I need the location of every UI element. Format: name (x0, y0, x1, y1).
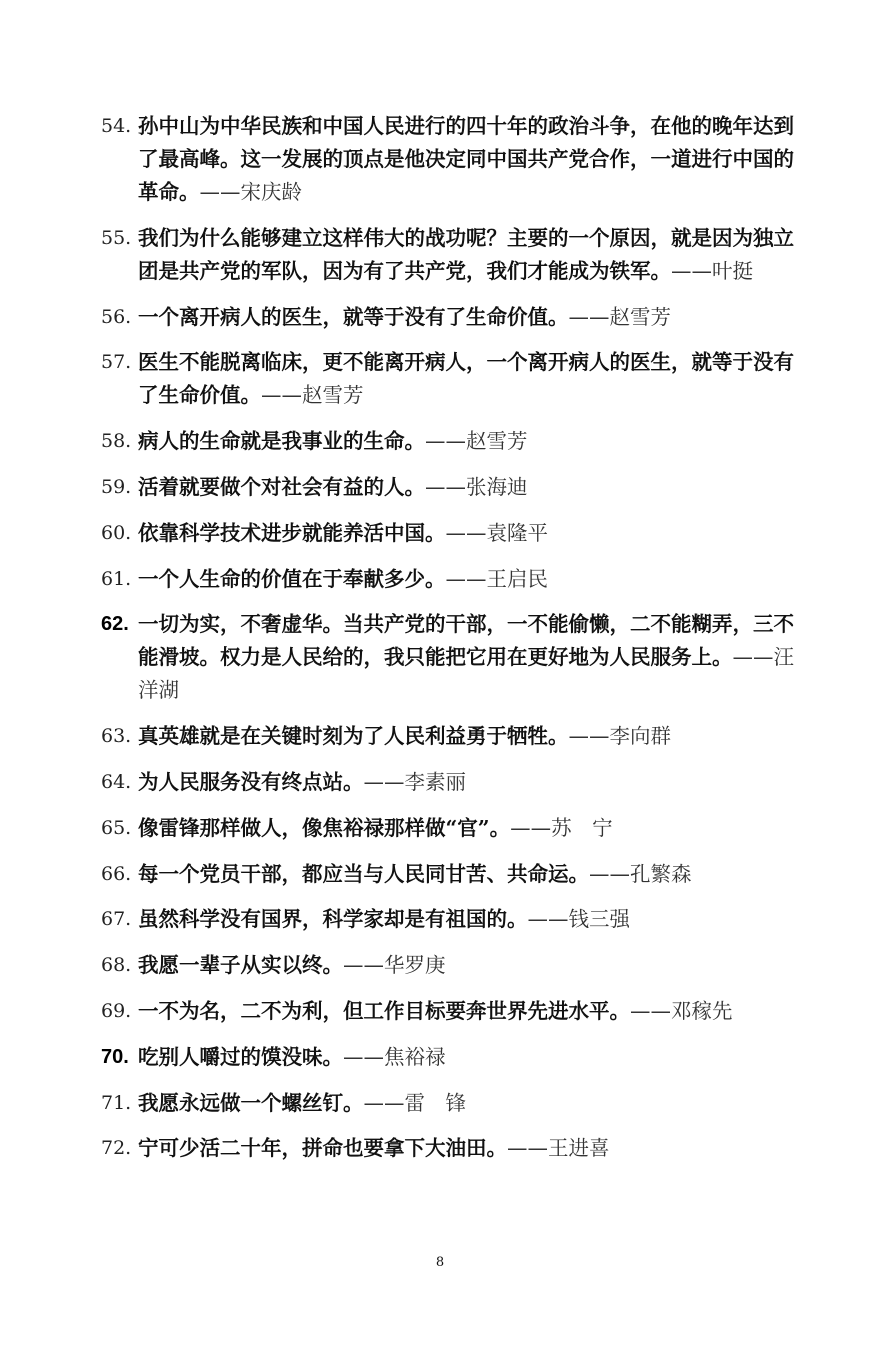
quote-item (101, 720, 801, 753)
item-body (138, 1041, 801, 1074)
quote-item (101, 995, 801, 1028)
item-number: 65. (101, 816, 132, 839)
quote-item (101, 110, 801, 209)
quote-text: 一切为实，不奢虚华。当共产党的干部，一不能偷懒，二不能糊弄，三不能滑坡。权力是人民给的，我只能把它用在更好地为人民服务上。 (138, 612, 794, 670)
item-number: 58. (101, 430, 132, 453)
item-number: 66. (101, 862, 132, 885)
quote-text: 一不为名，二不为利，但工作目标要奔世界先进水平。 (138, 998, 630, 1023)
item-body (138, 471, 801, 504)
quote-author: ——苏 宁 (510, 815, 613, 840)
quote-item (101, 563, 801, 596)
quote-text: 我愿永远做一个螺丝钉。 (138, 1090, 364, 1115)
quote-text: 真英雄就是在关键时刻为了人民利益勇于牺牲。 (138, 724, 569, 749)
quote-text: 我们为什么能够建立这样伟大的战功呢？主要的一个原因，就是因为独立团是共产党的军队，因为有了共产党，我们才能成为铁军。 (138, 225, 794, 283)
quote-text: 医生不能脱离临床，更不能离开病人，一个离开病人的医生，就等于没有了生命价值。 (138, 350, 794, 408)
item-number: 71. (101, 1091, 132, 1114)
quote-item (101, 1087, 801, 1120)
item-number: 56. (101, 305, 132, 328)
quote-item (101, 471, 801, 504)
item-number: 64. (101, 770, 132, 793)
item-body (138, 301, 801, 334)
page-number: 8 (435, 1255, 445, 1270)
quote-item (101, 903, 801, 936)
quote-author: ——赵雪芳 (425, 429, 528, 454)
item-body (138, 903, 801, 936)
item-body (138, 949, 801, 982)
quote-author: ——李向群 (568, 724, 671, 749)
item-body (138, 563, 801, 596)
quote-text: 像雷锋那样做人，像焦裕禄那样做“官”。 (138, 815, 511, 840)
quote-author: ——华罗庚 (343, 953, 446, 978)
quote-author: ——邓稼先 (630, 998, 733, 1023)
quote-text: 病人的生命就是我事业的生命。 (138, 429, 425, 454)
quote-author: ——袁隆平 (445, 520, 548, 545)
item-number: 70. (101, 1045, 129, 1068)
item-body (138, 766, 801, 799)
quote-text: 宁可少活二十年，拼命也要拿下大油田。 (138, 1136, 507, 1161)
quote-item (101, 1041, 801, 1074)
quote-list (101, 110, 801, 1178)
item-number: 63. (101, 725, 132, 748)
quote-author: ——李素丽 (363, 769, 466, 794)
quote-text: 为人民服务没有终点站。 (138, 769, 364, 794)
item-number: 61. (101, 567, 132, 590)
quote-author: ——宋庆龄 (199, 180, 302, 204)
quote-item (101, 858, 801, 891)
item-body (138, 720, 801, 753)
item-number: 54. (101, 115, 132, 137)
quote-author: ——雷 锋 (363, 1090, 466, 1115)
quote-author: ——孔繁森 (589, 861, 692, 886)
item-number: 57. (101, 351, 132, 374)
item-body (138, 995, 801, 1028)
item-number: 59. (101, 475, 132, 498)
quote-item (101, 346, 801, 412)
item-body (138, 812, 801, 845)
item-body (138, 858, 801, 891)
quote-author: ——钱三强 (527, 907, 630, 932)
item-number: 69. (101, 999, 132, 1022)
quote-text: 吃别人嚼过的馍没味。 (138, 1044, 343, 1069)
item-body (138, 346, 801, 412)
quote-text: 一个离开病人的医生，就等于没有了生命价值。 (138, 304, 569, 329)
quote-text: 孙中山为中华民族和中国人民进行的四十年的政治斗争，在他的晚年达到了最高峰。这一发展的顶点是他决定同中国共产党合作，一道进行中国的革命。 (138, 114, 794, 204)
quote-author: ——王启民 (445, 566, 548, 591)
quote-author: ——赵雪芳 (568, 304, 671, 329)
item-number: 67. (101, 908, 132, 931)
quote-text: 依靠科学技术进步就能养活中国。 (138, 520, 446, 545)
item-body (138, 110, 801, 209)
quote-item (101, 812, 801, 845)
item-body (138, 1132, 801, 1165)
quote-text: 每一个党员干部，都应当与人民同甘苦、共命运。 (138, 861, 589, 886)
quote-item (101, 949, 801, 982)
quote-author: ——王进喜 (507, 1136, 610, 1161)
quote-item (101, 1132, 801, 1165)
quote-author: ——赵雪芳 (261, 383, 364, 408)
quote-author: ——叶挺 (671, 258, 753, 283)
quote-author: ——焦裕禄 (343, 1044, 446, 1069)
quote-text: 我愿一辈子从实以终。 (138, 953, 343, 978)
item-body (138, 1087, 801, 1120)
quote-author: ——张海迪 (425, 474, 528, 499)
item-number: 72. (101, 1137, 132, 1160)
item-number: 62. (101, 613, 129, 636)
item-body (138, 425, 801, 458)
quote-text: 虽然科学没有国界，科学家却是有祖国的。 (138, 907, 528, 932)
quote-item (101, 517, 801, 550)
quote-text: 活着就要做个对社会有益的人。 (138, 474, 425, 499)
quote-item (101, 222, 801, 288)
item-number: 68. (101, 954, 132, 977)
quote-item (101, 608, 801, 707)
item-body (138, 517, 801, 550)
item-body (138, 608, 801, 707)
quote-item (101, 301, 801, 334)
quote-item (101, 425, 801, 458)
quote-author: ——汪洋湖 (138, 645, 794, 703)
item-body (138, 222, 801, 288)
quote-item (101, 766, 801, 799)
item-number: 60. (101, 521, 132, 544)
item-number: 55. (101, 226, 132, 249)
quote-text: 一个人生命的价值在于奉献多少。 (138, 566, 446, 591)
